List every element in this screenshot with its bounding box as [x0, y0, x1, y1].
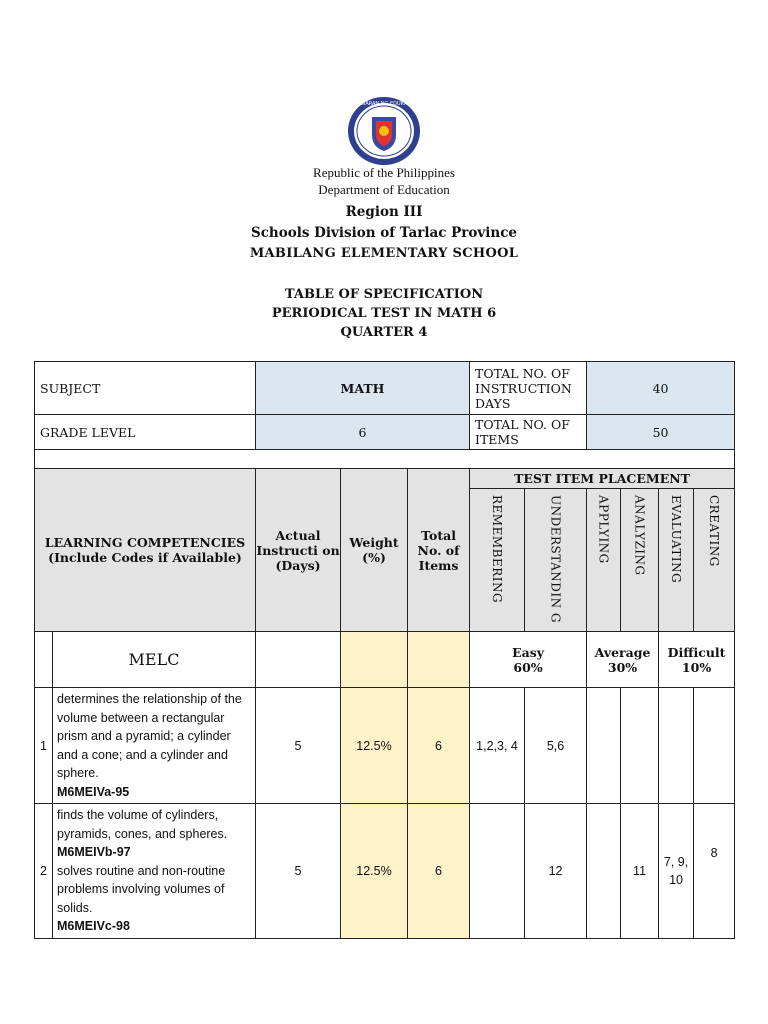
- competency-code: M6MEIVa-95: [57, 784, 130, 799]
- weight-header: Weight (%): [341, 469, 408, 632]
- melc-label: MELC: [53, 632, 256, 688]
- melc-days-cell: [256, 632, 341, 688]
- svg-text:KAGAWARAN NG EDUKASYON: KAGAWARAN NG EDUKASYON: [347, 101, 421, 107]
- total-items-label: TOTAL NO. OF ITEMS: [470, 415, 587, 450]
- row-analyzing: 11: [621, 804, 659, 939]
- row-weight: 12.5%: [341, 688, 408, 804]
- row-evaluating: 7, 9, 10: [659, 804, 694, 939]
- grade-level-value: 6: [256, 415, 470, 450]
- header-school: MABILANG ELEMENTARY SCHOOL: [249, 246, 519, 261]
- row-items: 6: [408, 688, 470, 804]
- row-analyzing: [621, 688, 659, 804]
- level-creating: CREATING: [694, 489, 735, 632]
- difficulty-average: Average 30%: [587, 632, 659, 688]
- doc-title: TABLE OF SPECIFICATION: [284, 287, 484, 302]
- total-items-value: 50: [587, 415, 735, 450]
- row-understanding: 12: [525, 804, 587, 939]
- competency-text: determines the relationship of the volume between a rectangular prism and a pyramid; a cylinder and a cone; and a cylinder and sphere. M6MEIVa-95: [53, 688, 256, 804]
- competency-code: M6MEIVc-98: [57, 919, 130, 933]
- doc-quarter: QUARTER 4: [340, 325, 428, 340]
- spacer-row: [35, 450, 735, 469]
- specification-table: [34, 361, 735, 939]
- melc-num-cell: [35, 632, 53, 688]
- level-analyzing: ANALYZING: [621, 489, 659, 632]
- row-items: 6: [408, 804, 470, 939]
- header-region: Region III: [345, 204, 423, 220]
- row-applying: [587, 688, 621, 804]
- level-remembering: REMEMBERING: [470, 489, 525, 632]
- header-republic: Republic of the Philippines: [313, 165, 455, 180]
- instruction-days-label: TOTAL NO. OF INSTRUCTION DAYS: [470, 362, 587, 415]
- subject-value: MATH: [256, 362, 470, 415]
- days-header: Actual Instructi on (Days): [256, 469, 341, 632]
- melc-weight-cell: [341, 632, 408, 688]
- level-understanding: UNDERSTANDIN G: [525, 489, 587, 632]
- difficulty-difficult: Difficult 10%: [659, 632, 735, 688]
- row-applying: [587, 804, 621, 939]
- deped-seal-logo: [346, 95, 422, 167]
- row-creating: 8: [694, 804, 735, 939]
- placement-header: TEST ITEM PLACEMENT: [470, 469, 735, 489]
- melc-items-cell: [408, 632, 470, 688]
- row-evaluating: [659, 688, 694, 804]
- row-number: 2: [35, 804, 53, 939]
- instruction-days-value: 40: [587, 362, 735, 415]
- competencies-header: LEARNING COMPETENCIES (Include Codes if Available): [35, 469, 256, 632]
- level-applying: APPLYING: [587, 489, 621, 632]
- competency-text: finds the volume of cylinders, pyramids, cones, and spheres. M6MEIVb-97 solves routine and non-routine problems involving volumes of solids. M6MEIVc-98: [53, 804, 256, 939]
- row-weight: 12.5%: [341, 804, 408, 939]
- table-row: [35, 804, 735, 939]
- row-remembering: 1,2,3, 4: [470, 688, 525, 804]
- row-days: 5: [256, 688, 341, 804]
- row-creating: [694, 688, 735, 804]
- header-division: Schools Division of Tarlac Province: [250, 225, 518, 241]
- table-row: [35, 688, 735, 804]
- row-remembering: [470, 804, 525, 939]
- level-evaluating: EVALUATING: [659, 489, 694, 632]
- competency-code: M6MEIVb-97: [57, 845, 131, 859]
- row-understanding: 5,6: [525, 688, 587, 804]
- total-items-header: Total No. of Items: [408, 469, 470, 632]
- row-number: 1: [35, 688, 53, 804]
- row-days: 5: [256, 804, 341, 939]
- grade-level-label: GRADE LEVEL: [35, 415, 256, 450]
- difficulty-easy: Easy 60%: [470, 632, 587, 688]
- doc-subtitle: PERIODICAL TEST IN MATH 6: [271, 306, 497, 321]
- header-department: Department of Education: [318, 182, 450, 197]
- subject-label: SUBJECT: [35, 362, 256, 415]
